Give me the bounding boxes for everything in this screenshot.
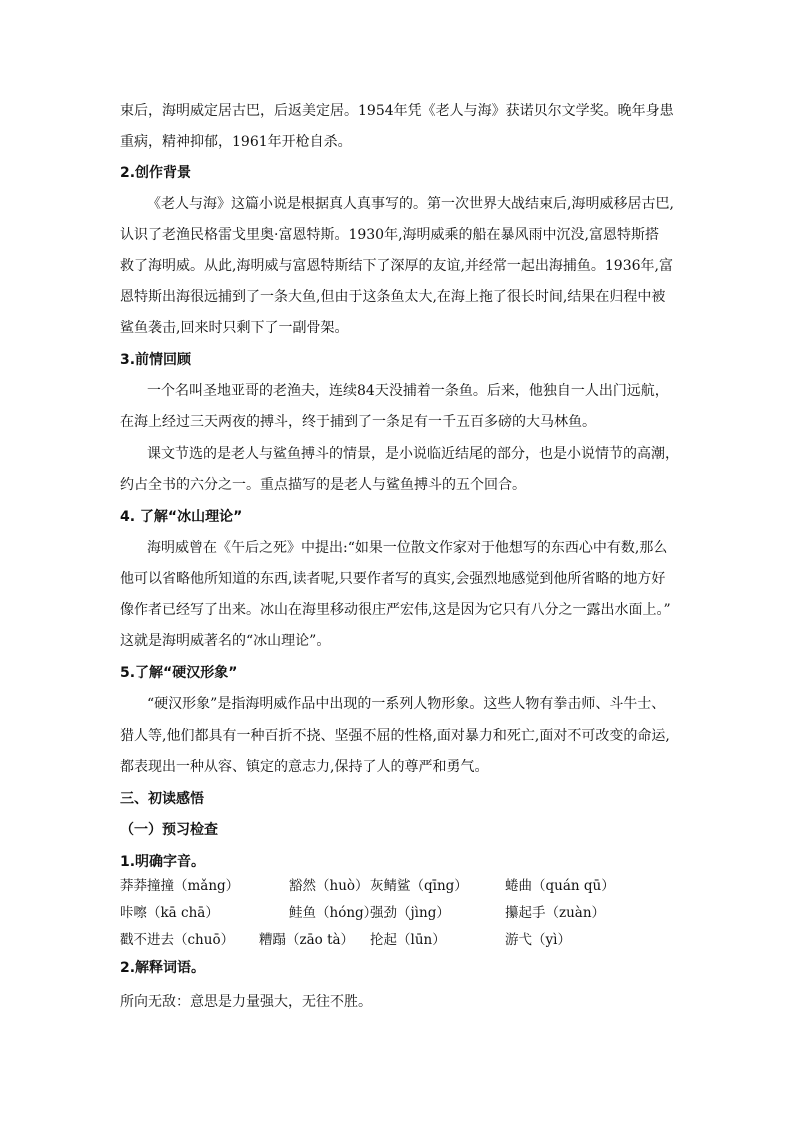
review-line-3: 课文节选的是老人与鲨鱼搏斗的情景，是小说临近结尾的部分，也是小说情节的高潮， bbox=[147, 446, 679, 462]
pron-2-4: 攥起手（zuàn） bbox=[505, 905, 606, 921]
heading-iceberg: 4. 了解“冰山理论” bbox=[120, 509, 243, 525]
heading-tough-guy: 5.了解“硬汉形象” bbox=[120, 665, 238, 681]
iceberg-line-1: 海明威曾在《午后之死》中提出:“如果一位散文作家对于他想写的东西心中有数,那么 bbox=[147, 540, 668, 556]
background-line-2: 认识了老渔民格雷戈里奥·富恩特斯。1930年,海明威乘的船在暴风雨中沉没,富恩特斯搭 bbox=[120, 227, 659, 243]
pron-1-1: 莽莽撞撞（mǎng） bbox=[120, 878, 240, 894]
review-line-2: 在海上经过三天两夜的搏斗，终于捕到了一条足有一千五百多磅的大马林鱼。 bbox=[120, 414, 596, 430]
vocabulary-definition-1: 所向无敌：意思是力量强大，无往不胜。 bbox=[120, 994, 372, 1010]
background-line-1: 《老人与海》这篇小说是根据真人真事写的。第一次世界大战结束后,海明威移居古巴, bbox=[147, 196, 674, 212]
pron-2-3: 强劲（jìng） bbox=[370, 905, 450, 921]
review-line-4: 约占全书的六分之一。重点描写的是老人与鲨鱼搏斗的五个回合。 bbox=[120, 477, 526, 493]
subsection-preview-check: （一）预习检查 bbox=[120, 822, 218, 838]
pron-1-4: 蜷曲（quán qū） bbox=[505, 878, 615, 894]
question-pronunciation: 1.明确字音。 bbox=[120, 854, 206, 870]
question-vocabulary: 2.解释词语。 bbox=[120, 960, 206, 976]
background-line-4: 恩特斯出海很远捕到了一条大鱼,但由于这条鱼太大,在海上拖了很长时间,结果在归程中被 bbox=[120, 289, 666, 305]
tough-guy-line-1: “硬汉形象”是指海明威作品中出现的一系列人物形象。这些人物有拳击师、斗牛士、 bbox=[147, 696, 666, 712]
background-line-5: 鲨鱼袭击,回来时只剩下了一副骨架。 bbox=[120, 320, 349, 336]
iceberg-line-4: 这就是海明威著名的“冰山理论”。 bbox=[120, 633, 331, 649]
pron-1-3: 灰鲭鲨（qīng） bbox=[370, 878, 468, 894]
background-line-3: 救了海明威。从此,海明威与富恩特斯结下了深厚的友谊,并经常一起出海捕鱼。1936年,富 bbox=[120, 258, 673, 274]
pron-1-2: 豁然（huò） bbox=[289, 878, 369, 894]
tough-guy-line-3: 都表现出一种从容、镇定的意志力,保持了人的尊严和勇气。 bbox=[120, 759, 489, 775]
pron-2-1: 咔嚓（kā chā） bbox=[120, 905, 219, 921]
pron-3-3: 抡起（lūn） bbox=[370, 932, 446, 948]
heading-review: 3.前情回顾 bbox=[120, 352, 192, 368]
pron-3-4: 游弋（yì） bbox=[505, 932, 571, 948]
pron-3-2: 糟蹋（zāo tà） bbox=[259, 932, 355, 948]
intro-line-1: 束后，海明威定居古巴，后返美定居。1954年凭《老人与海》获诺贝尔文学奖。晚年身患 bbox=[120, 103, 674, 119]
iceberg-line-2: 他可以省略他所知道的东西,读者呢,只要作者写的真实,会强烈地感觉到他所省略的地方好 bbox=[120, 571, 666, 587]
heading-background: 2.创作背景 bbox=[120, 165, 192, 181]
pron-2-2: 鲑鱼（hóng） bbox=[289, 905, 378, 921]
tough-guy-line-2: 猎人等,他们都具有一种百折不挠、坚强不屈的性格,面对暴力和死亡,面对不可改变的命运, bbox=[120, 728, 670, 744]
section-heading-first-reading: 三、初读感悟 bbox=[120, 791, 204, 807]
iceberg-line-3: 像作者已经写了出来。冰山在海里移动很庄严宏伟,这是因为它只有八分之一露出水面上。” bbox=[120, 602, 671, 618]
review-line-1: 一个名叫圣地亚哥的老渔夫，连续84天没捕着一条鱼。后来，他独自一人出门远航， bbox=[147, 383, 669, 399]
pron-3-1: 戳不进去（chuō） bbox=[120, 932, 235, 948]
intro-line-2: 重病，精神抑郁，1961年开枪自杀。 bbox=[120, 134, 352, 150]
